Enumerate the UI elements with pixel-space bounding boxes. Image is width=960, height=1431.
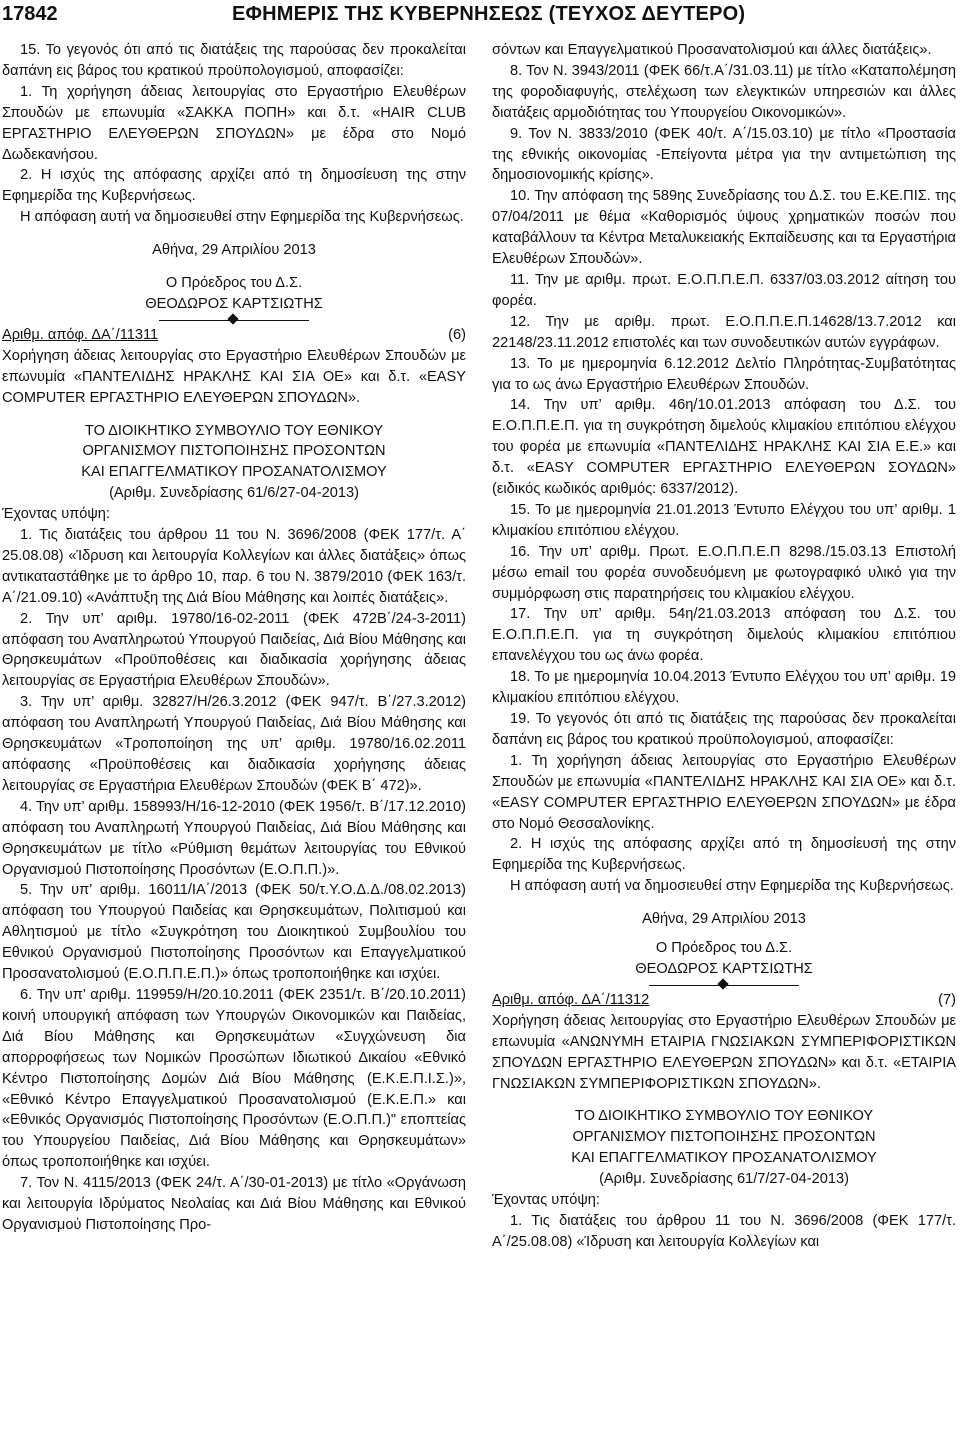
list-item: 17. Την υπ’ αριθμ. 54η/21.03.2013 απόφαση του Δ.Σ. του Ε.Ο.Π.Π.Ε.Π. για τη συγκρότηση διμελούς κλιμακίου επιτόπιου επανελέγχου του ως άνω φορέα. <box>492 606 956 665</box>
paragraph: Η απόφαση αυτή να δημοσιευθεί στην Εφημερίδα της Κυβερνήσεως. <box>510 878 954 895</box>
decision-reference: Αριθμ. απόφ. ΔΑ΄/11312 <box>492 991 650 1008</box>
list-item: 10. Την απόφαση της 589ης Συνεδρίασης του Δ.Σ. του Ε.ΚΕ.ΠΙΣ. της 07/04/2011 με θέμα «Καθορισμός ύψους χρηματικών ποσών που καταβάλλουν τα Κέντρα Μεταλυκειακής Εκπαίδευσης και τα Εργαστήρια Ελευθέρων Σπουδών». <box>492 188 956 268</box>
right-column <box>492 40 956 1253</box>
list-item: 12. Την με αριθμ. πρωτ. Ε.Ο.Π.Π.Ε.Π.14628/13.7.2012 και 22148/23.11.2012 επιστολές και των συνοδευτικών αυτών εγγράφων. <box>492 313 956 351</box>
paragraph: 2. Η ισχύς της απόφασης αρχίζει από τη δημοσίευση της στην Εφημερίδα της Κυβερνήσεως. <box>2 167 466 205</box>
president-title: Ο Πρόεδρος του Δ.Σ. <box>165 275 303 292</box>
list-item: 2. Η ισχύς της απόφασης αρχίζει από τη δημοσίευσή της στην Εφημερίδα της Κυβερνήσεως. <box>492 836 956 874</box>
session-number: (Αριθμ. Συνεδρίασης 61/6/27-04-2013) <box>109 485 359 502</box>
page-number: 17842 <box>2 3 58 25</box>
board-heading-line: ΤΟ ΔΙΟΙΚΗΤΙΚΟ ΣΥΜΒΟΥΛΙΟ ΤΟΥ ΕΘΝΙΚΟΥ <box>84 422 384 439</box>
list-item: 8. Τον Ν. 3943/2011 (ΦΕΚ 66/τ.Α΄/31.03.11) με τίτλο «Καταπολέμηση της φοροδιαφυγής, στελέχωση των ελεγκτικών υπηρεσιών και άλλες διατάξεις αρμοδιότητας του Υπουργείου Οικονομικών». <box>492 62 956 121</box>
list-item: 1. Τη χορήγηση άδειας λειτουργίας στο Εργαστήριο Ελευθέρων Σπουδών με επωνυμία «ΠΑΝΤΕΛΙΔΗΣ ΗΡΑΚΛΗΣ ΚΑΙ ΣΙΑ ΟΕ» και δ.τ. «EASY COMPUTER ΕΡΓΑΣΤΗΡΙΟ ΕΛΕΥΘΕΡΩΝ ΣΠΟΥΔΩΝ» με έδρα στο Νομό Θεσσαλονίκης. <box>492 752 956 832</box>
list-item: 4. Την υπ’ αριθμ. 158993/Η/16-12-2010 (ΦΕΚ 1956/τ. Β΄/17.12.2010) απόφαση του Αναπληρωτή Υπουργού Παιδείας, Διά Βίου Μάθησης και Θρησκευμάτων με τίτλο «Ρύθμιση θεμάτων λειτουργίας του Εθνικού Οργανισμού Πιστοποίησης Προσόντων (Ε.Ο.Π.Π.)». <box>2 798 466 878</box>
session-number: (Αριθμ. Συνεδρίασης 61/7/27-04-2013) <box>599 1171 849 1188</box>
list-item: 3. Την υπ’ αριθμ. 32827/Η/26.3.2012 (ΦΕΚ 947/τ. Β΄/27.3.2012) απόφαση του Αναπληρωτή Υπουργού Παιδείας, Διά Βίου Μάθησης και Θρησκευμάτων «Τροποποίηση της υπ’ αριθμ. 19780/16.02.2011 απόφασης «Προϋποθέσεις και διαδικασία χορήγησης άδειας λειτουργίας σε Εργαστήρια Ελευθέρων Σπουδών (ΦΕΚ Β΄ 472)». <box>2 694 466 794</box>
list-item: 9. Τον Ν. 3833/2010 (ΦΕΚ 40/τ. Α΄/15.03.10) με τίτλο «Προστασία της εθνικής οικονομίας -Επείγοντα μέτρα για την αντιμετώπιση της δημοσιονομικής κρίσης». <box>492 125 956 184</box>
section-separator <box>159 315 309 325</box>
gazette-title: ΕΦΗΜΕΡΙΣ ΤΗΣ ΚΥΒΕΡΝΗΣΕΩΣ (ΤΕΥΧΟΣ ΔΕΥΤΕΡΟ) <box>232 3 746 25</box>
list-item: 14. Την υπ’ αριθμ. 46η/10.01.2013 απόφαση του Δ.Σ. του Ε.Ο.Π.Π.Ε.Π. για τη συγκρότηση διμελούς κλιμακίου επιτόπιου ελέγχου του φορέα με επωνυμία «ΠΑΝΤΕΛΙΔΗΣ ΗΡΑΚΛΗΣ ΚΑΙ ΣΙΑ Ε.Ε.» και δ.τ. «EASY COMPUTER ΕΡΓΑΣΤΗΡΙΟ ΕΛΕΥΘΕΡΩΝ ΣΟΥΔΩΝ» (ειδικός κωδικός αριθμός: 6337/2012). <box>492 397 956 498</box>
considering-label: Έχοντας υπόψη: <box>2 506 110 523</box>
paragraph: 1. Τη χορήγηση άδειας λειτουργίας στο Εργαστήριο Ελευθέρων Σπουδών με επωνυμία «ΣΑΚΚΑ ΠΟΠΗ» και δ.τ. «HAIR CLUB ΕΡΓΑΣΤΗΡΙΟ ΕΛΕΥΘΕΡΩΝ ΣΠΟΥΔΩΝ» με έδρα στο Νομό Δωδεκανήσου. <box>2 83 466 163</box>
decision-title: Χορήγηση άδειας λειτουργίας στο Εργαστήριο Ελευθέρων Σπουδών με επωνυμία «ΠΑΝΤΕΛΙΔΗΣ ΗΡΑΚΛΗΣ ΚΑΙ ΣΙΑ ΟΕ» και δ.τ. «EASY COMPUTER ΕΡΓΑΣΤΗΡΙΟ ΕΛΕΥΘΕΡΩΝ ΣΠΟΥΔΩΝ». <box>2 347 466 406</box>
section-separator <box>649 980 799 990</box>
board-heading-line: ΚΑΙ ΕΠΑΓΓΕΛΜΑΤΙΚΟΥ ΠΡΟΣΑΝΑΤΟΛΙΣΜΟΥ <box>571 1150 877 1167</box>
decision-title: Χορήγηση άδειας λειτουργίας στο Εργαστήριο Ελευθέρων Σπουδών με επωνυμία «ΑΝΩΝΥΜΗ ΕΤΑΙΡΙΑ ΓΝΩΣΙΑΚΩΝ ΣΥΜΠΕΡΙΦΟΡΙΣΤΙΚΩΝ ΣΠΟΥΔΩΝ ΕΡΓΑΣΤΗΡΙΟ ΕΛΕΥΘΕΡΩΝ ΣΠΟΥΔΩΝ» και δ.τ. «ΕΤΑΙΡΙΑ ΓΝΩΣΙΑΚΩΝ ΣΥΜΠΕΡΙΦΟΡΙΣΤΙΚΩΝ ΣΠΟΥΔΩΝ». <box>492 1012 956 1092</box>
board-heading-line: ΚΑΙ ΕΠΑΓΓΕΛΜΑΤΙΚΟΥ ΠΡΟΣΑΝΑΤΟΛΙΣΜΟΥ <box>81 464 387 481</box>
list-item: 1. Τις διατάξεις του άρθρου 11 του Ν. 3696/2008 (ΦΕΚ 177/τ. Α΄ 25.08.08) «Ίδρυση και λειτουργία Κολλεγίων και άλλες διατάξεις» όπως αντικαταστάθηκε με το άρθρο 10, παρ. 6 του Ν. 3879/2010 (ΦΕΚ 163/τ. Α΄/21.09.10) «Ανάπτυξη της Διά Βίου Μάθησης και λοιπές διατάξεις». <box>2 527 466 606</box>
paragraph: Η απόφαση αυτή να δημοσιευθεί στην Εφημερίδα της Κυβερνήσεως. <box>20 209 464 226</box>
place-date: Αθήνα, 29 Απριλίου 2013 <box>642 911 806 928</box>
president-name: ΘΕΟΔΩΡΟΣ ΚΑΡΤΣΙΩΤΗΣ <box>145 295 323 312</box>
board-heading-line: ΟΡΓΑΝΙΣΜΟΥ ΠΙΣΤΟΠΟΙΗΣΗΣ ΠΡΟΣΟΝΤΩΝ <box>82 443 386 460</box>
list-item: 15. Το με ημερομηνία 21.01.2013 Έντυπο Ελέγχου του υπ’ αριθμ. 1 κλιμακίου επιτόπιου ελέγχου. <box>492 501 956 539</box>
list-item: 13. Το με ημερομηνία 6.12.2012 Δελτίο Πληρότητας-Συμβατότητας για το ως άνω Εργαστήριο Ελευθέρων Σπουδών. <box>492 355 956 393</box>
list-item: 2. Την υπ’ αριθμ. 19780/16-02-2011 (ΦΕΚ 472Β΄/24-3-2011) απόφαση του Αναπληρωτού Υπουργού Παιδείας, Διά Βίου Μάθησης και Θρησκευμάτων «Προϋποθέσεις και διαδικασία χορήγησης άδειας λειτουργίας σε Εργαστήρια Ελευθέρων Σπουδών». <box>2 610 466 690</box>
list-item: 1. Τις διατάξεις του άρθρου 11 του Ν. 3696/2008 (ΦΕΚ 177/τ. Α΄/25.08.08) «Ίδρυση και λειτουργία Κολλεγίων και <box>492 1212 956 1250</box>
list-item: 6. Την υπ’ αριθμ. 119959/Η/20.10.2011 (ΦΕΚ 2351/τ. Β΄/20.10.2011) κοινή υπουργική απόφαση των Υπουργών Οικονομικών και Παιδείας, Διά Βίου Μάθησης και Θρησκευμάτων «Συγχώνευση δια απορροφήσεως των Νομικών Προσώπων Ιδιωτικού Δικαίου «Εθνικό Κέντρο Πιστοποίησης Δομών Διά Βίου Μάθησης (Ε.Κ.Ε.Π.Ι.Σ.)», «Εθνικό Κέντρο Επαγγελματικού Προσανατολισμού (Ε.Κ.Ε.Π.» και «Εθνικός Οργανισμός Πιστοποίησης Προσόντων (Ε.Ο.Π.Π.)" εποπτείας του Υπουργείου Παιδείας, Διά Βίου Μάθησης και Θρησκευμάτων» όπως τροποποιήθηκε και ισχύει. <box>2 986 466 1171</box>
board-heading-line: ΟΡΓΑΝΙΣΜΟΥ ΠΙΣΤΟΠΟΙΗΣΗΣ ΠΡΟΣΟΝΤΩΝ <box>572 1129 876 1146</box>
decision-heading <box>2 325 466 346</box>
board-heading-line: ΤΟ ΔΙΟΙΚΗΤΙΚΟ ΣΥΜΒΟΥΛΙΟ ΤΟΥ ΕΘΝΙΚΟΥ <box>574 1108 874 1125</box>
list-item: 16. Την υπ’ αριθμ. Πρωτ. Ε.Ο.Π.Π.Ε.Π 8298./15.03.13 Επιστολή μέσω email του φορέα συνοδευόμενη με φωτογραφικό υλικό για την συμμόρφωση στις παρατηρήσεις του κλιμακίου ελέγχου. <box>492 543 956 602</box>
left-column <box>2 40 466 1236</box>
page-header <box>0 0 960 34</box>
diamond-icon <box>717 978 728 989</box>
decision-number: (7) <box>938 991 956 1008</box>
list-item: 5. Την υπ’ αριθμ. 16011/ΙΑ΄/2013 (ΦΕΚ 50/τ.Υ.Ο.Δ.Δ./08.02.2013) απόφαση του Υπουργού Παιδείας και Θρησκευμάτων, Πολιτισμού και Αθλητισμού με τίτλο «Συγκρότηση του Διοικητικού Συμβουλίου του Εθνικού Οργανισμού Πιστοποίησης Προσόντων και Επαγγελματικού Προσανατολισμού (Ε.Ο.Π.Π.Ε.Π.)» όπως τροποποιήθηκε και ισχύει. <box>2 882 466 983</box>
list-item: 19. Το γεγονός ότι από τις διατάξεις της παρούσας δεν προκαλείται δαπάνη εις βάρος του κρατικού προϋπολογισμού, αποφασίζει: <box>492 711 956 748</box>
considering-label: Έχοντας υπόψη: <box>492 1192 600 1209</box>
decision-heading <box>492 990 956 1011</box>
president-name: ΘΕΟΔΩΡΟΣ ΚΑΡΤΣΙΩΤΗΣ <box>635 960 813 977</box>
list-item: 11. Την με αριθμ. πρωτ. Ε.Ο.Π.Π.Ε.Π. 6337/03.03.2012 αίτηση του φορέα. <box>492 271 956 309</box>
list-item: 18. Το με ημερομηνία 10.04.2013 Έντυπο Ελέγχου του υπ’ αριθμ. 19 κλιμακίου επιτόπιου ελέγχου. <box>492 669 956 707</box>
place-date: Αθήνα, 29 Απριλίου 2013 <box>152 242 316 259</box>
decision-number: (6) <box>448 326 466 343</box>
diamond-icon <box>227 313 238 324</box>
paragraph: 15. Το γεγονός ότι από τις διατάξεις της παρούσας δεν προκαλείται δαπάνη εις βάρος του κρατικού προϋπολογισμού, αποφασίζει: <box>2 42 466 79</box>
paragraph-continuation: σόντων και Επαγγελματικού Προσανατολισμού και άλλες διατάξεις». <box>492 42 932 58</box>
list-item: 7. Τον Ν. 4115/2013 (ΦΕΚ 24/τ. Α΄/30-01-2013) με τίτλο «Οργάνωση και λειτουργία Ιδρύματος Νεολαίας και Διά Βίου Μάθησης και Εθνικού Οργανισμού Πιστοποίησης Προ- <box>2 1175 466 1233</box>
president-title: Ο Πρόεδρος του Δ.Σ. <box>655 940 793 957</box>
decision-reference: Αριθμ. απόφ. ΔΑ΄/11311 <box>2 326 159 343</box>
